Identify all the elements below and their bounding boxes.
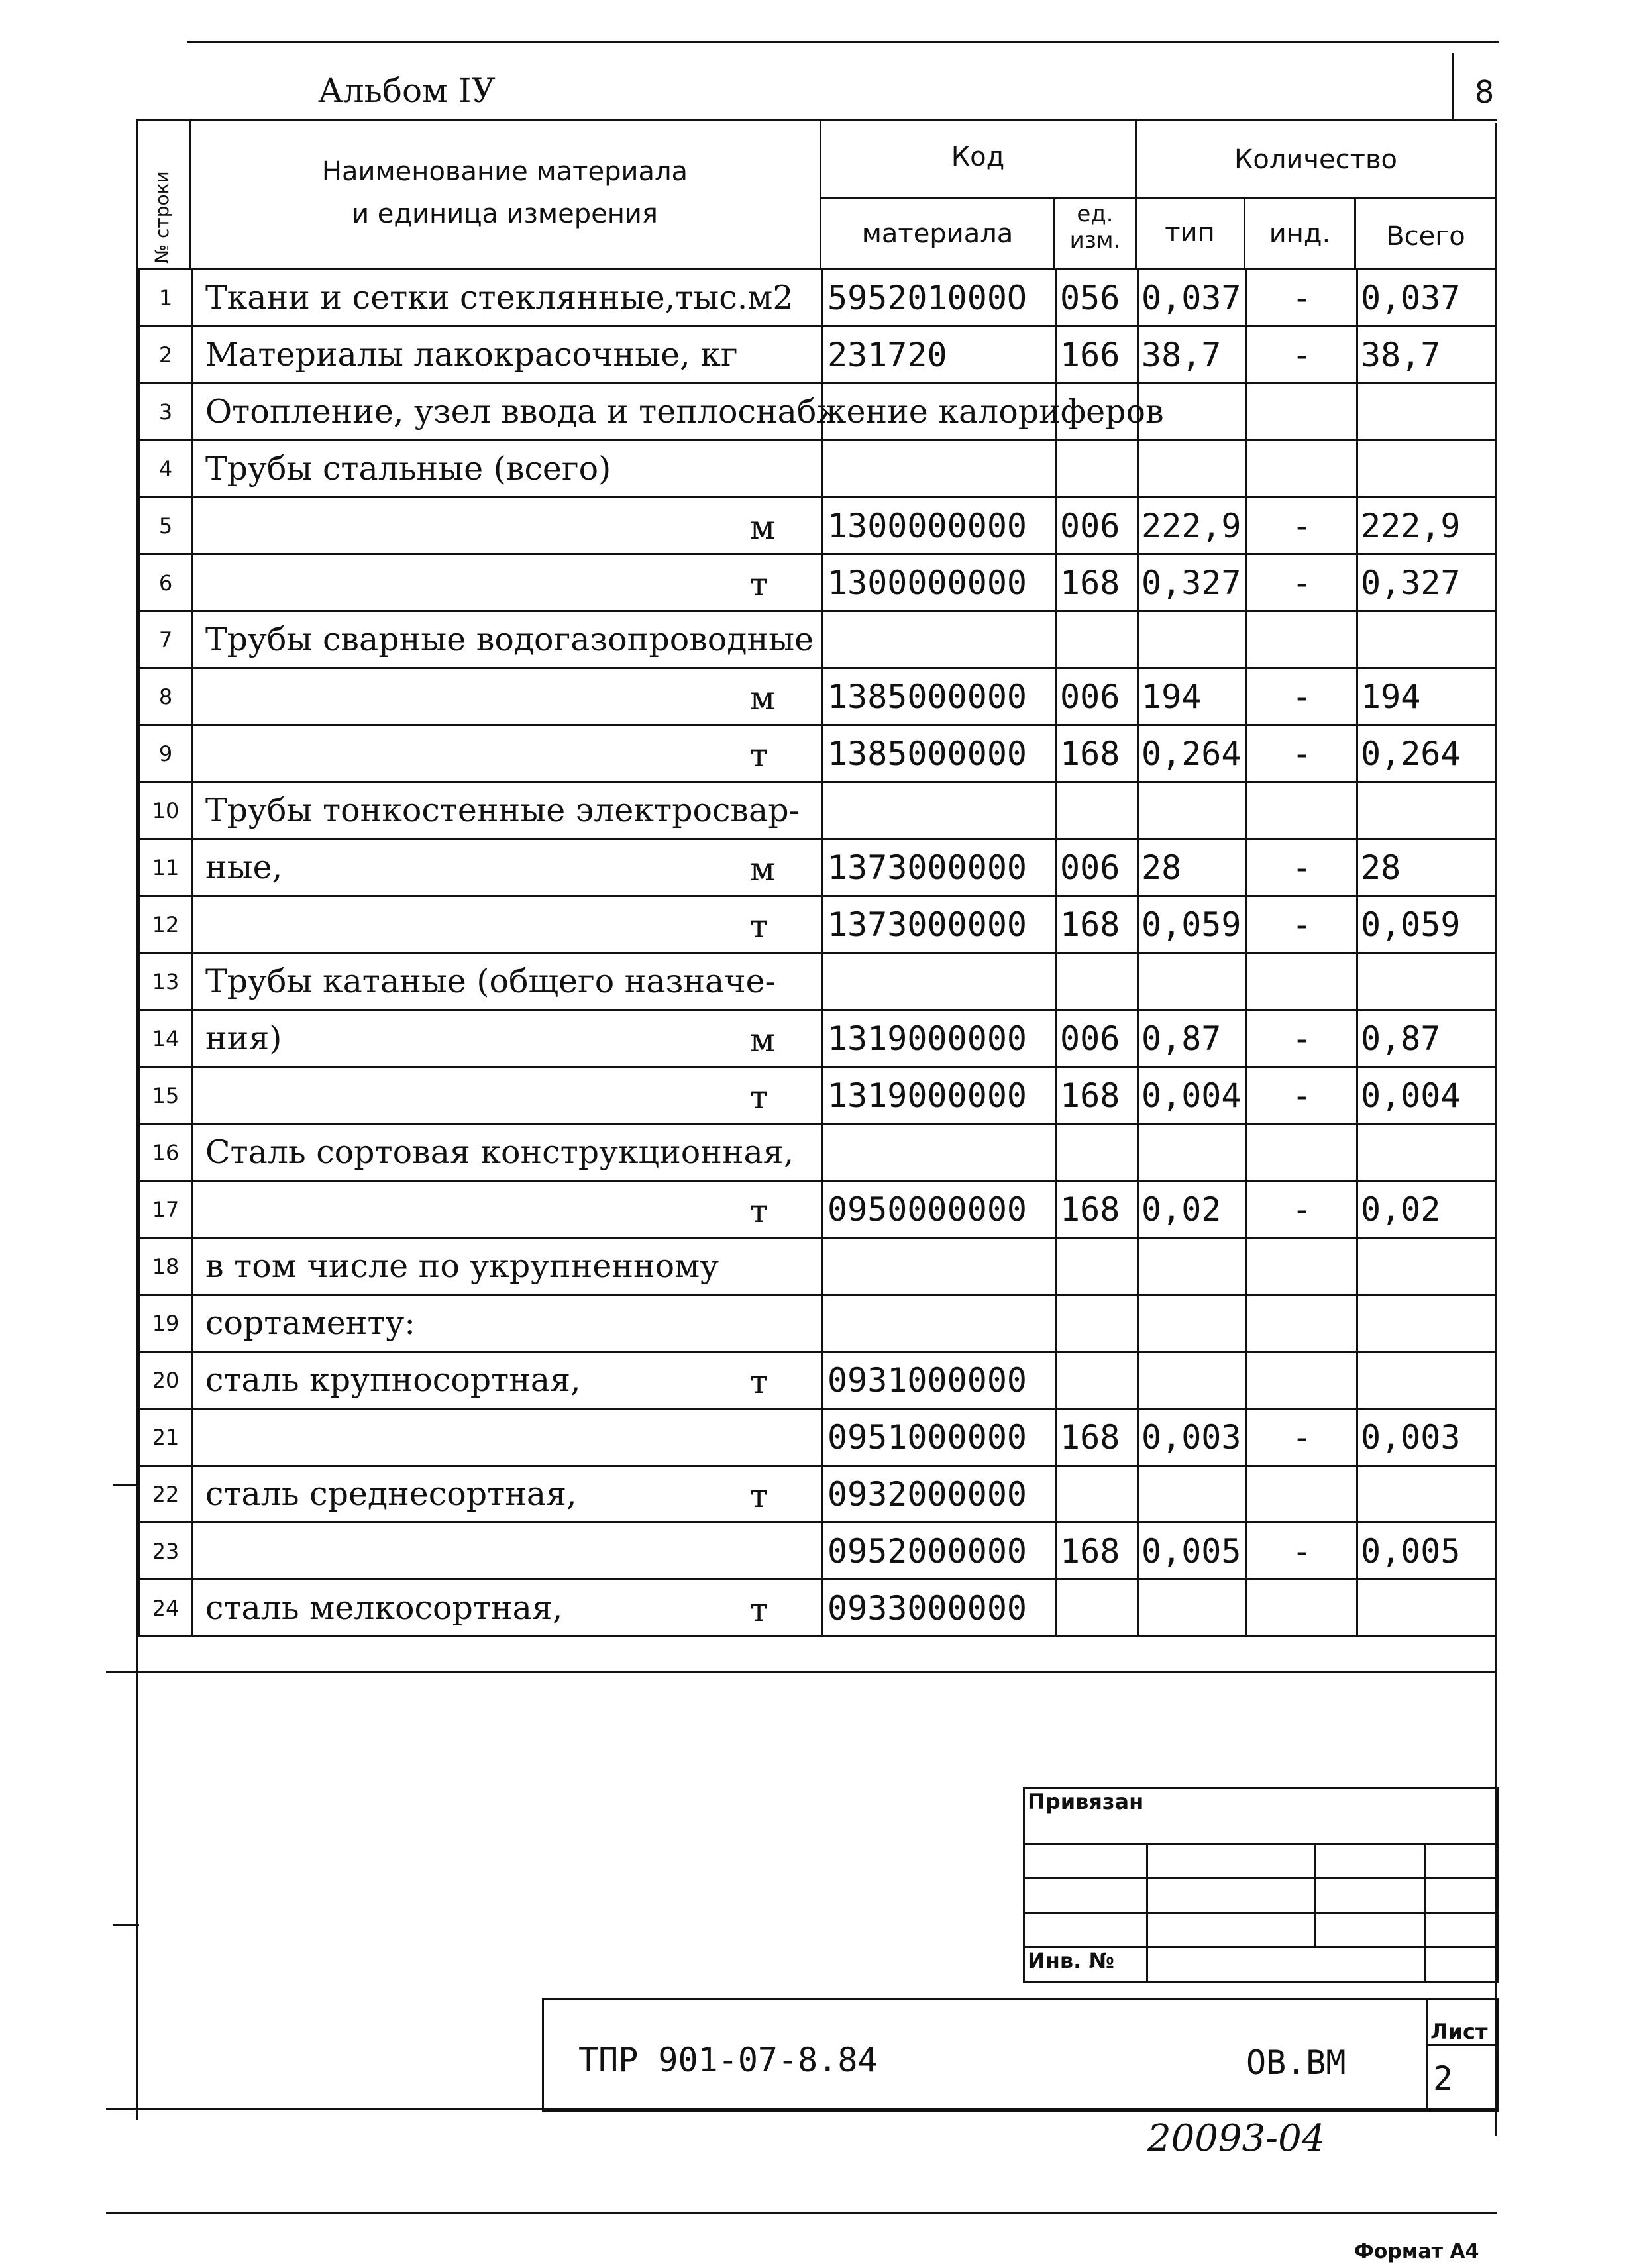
- material-code: [823, 1238, 1057, 1295]
- sheet-label: Лист: [1430, 2019, 1488, 2044]
- tip-header: тип: [1165, 217, 1215, 248]
- row-number: 17: [139, 1181, 193, 1238]
- material-name-text: ные,: [205, 849, 283, 886]
- material-code: 1319000000: [823, 1010, 1057, 1067]
- table-row: [139, 1238, 1496, 1295]
- attached-label: Привязан: [1028, 1789, 1144, 1814]
- qty-ind: -: [1247, 270, 1357, 327]
- material-name: [193, 1238, 823, 1295]
- material-name: [193, 440, 823, 497]
- qty-total: 38,7: [1357, 327, 1496, 384]
- qty-ind: [1247, 782, 1357, 839]
- qty-tip: [1138, 782, 1247, 839]
- table-row: [139, 611, 1496, 668]
- material-code: 595201000О: [823, 270, 1057, 327]
- table-row: [139, 440, 1496, 497]
- unit-code: 056: [1057, 270, 1138, 327]
- qty-tip: 194: [1138, 668, 1247, 725]
- qty-total: [1357, 1238, 1496, 1295]
- material-code: 0933000000: [823, 1580, 1057, 1637]
- qty-tip: [1138, 1466, 1247, 1523]
- row-number: 9: [139, 725, 193, 782]
- table-row: [139, 782, 1496, 839]
- qty-tip: [1138, 1295, 1247, 1352]
- qty-tip: [1138, 1352, 1247, 1409]
- material-name: [193, 668, 823, 725]
- qty-tip: 0,037: [1138, 270, 1247, 327]
- table-row: [139, 1523, 1496, 1580]
- unit-code: [1057, 611, 1138, 668]
- row-number: 4: [139, 440, 193, 497]
- unit-code: 168: [1057, 896, 1138, 953]
- qty-total: [1357, 953, 1496, 1010]
- material-code: 1373000000: [823, 896, 1057, 953]
- row-number: 18: [139, 1238, 193, 1295]
- qty-tip: [1138, 440, 1247, 497]
- qty-total: [1357, 1352, 1496, 1409]
- table-row: [139, 1580, 1496, 1637]
- name-column-header-line2: и единица измерения: [352, 199, 658, 229]
- qty-tip: 0,005: [1138, 1523, 1247, 1580]
- material-name: [193, 611, 823, 668]
- unit-code: [1057, 1238, 1138, 1295]
- table-row: [139, 668, 1496, 725]
- row-number: 16: [139, 1124, 193, 1181]
- qty-total: [1357, 1124, 1496, 1181]
- unit-code: [1057, 1580, 1138, 1637]
- total-header: Всего: [1386, 221, 1465, 252]
- page-number: 8: [1475, 74, 1495, 110]
- unit-of-measure: м: [750, 509, 776, 546]
- qty-tip: [1138, 1124, 1247, 1181]
- material-code: 1300000000: [823, 497, 1057, 554]
- unit-code: [1057, 440, 1138, 497]
- unit-code: 168: [1057, 1523, 1138, 1580]
- table-row: [139, 1010, 1496, 1067]
- row-number: 7: [139, 611, 193, 668]
- material-name-text: сталь крупносортная,: [205, 1361, 581, 1399]
- row-number: 6: [139, 554, 193, 611]
- material-name: [193, 725, 823, 782]
- qty-ind: [1247, 1352, 1357, 1409]
- sheet-number: 2: [1433, 2059, 1454, 2098]
- qty-ind: [1247, 611, 1357, 668]
- qty-total: 0,02: [1357, 1181, 1496, 1238]
- table-row: [139, 327, 1496, 384]
- unit-code: 006: [1057, 1010, 1138, 1067]
- material-code: 0950000000: [823, 1181, 1057, 1238]
- row-number: 24: [139, 1580, 193, 1637]
- qty-total: 0,003: [1357, 1409, 1496, 1466]
- table-row: [139, 497, 1496, 554]
- unit-of-measure: т: [750, 566, 768, 603]
- material-code: [823, 1295, 1057, 1352]
- unit-of-measure: м: [750, 1021, 776, 1059]
- qty-tip: 0,264: [1138, 725, 1247, 782]
- material-name: [193, 782, 823, 839]
- table-row: [139, 1466, 1496, 1523]
- material-name: [193, 1295, 823, 1352]
- material-name-text: Сталь сортовая конструкционная,: [205, 1133, 794, 1171]
- qty-ind: -: [1247, 1523, 1357, 1580]
- qty-total: [1357, 440, 1496, 497]
- row-number: 8: [139, 668, 193, 725]
- row-number: 11: [139, 839, 193, 896]
- row-number: 20: [139, 1352, 193, 1409]
- qty-tip: [1138, 1580, 1247, 1637]
- table-row: [139, 384, 1496, 440]
- qty-total: 0,037: [1357, 270, 1496, 327]
- qty-total: 0,004: [1357, 1067, 1496, 1124]
- table-row: [139, 1409, 1496, 1466]
- qty-total: 0,059: [1357, 896, 1496, 953]
- table-row: [139, 1067, 1496, 1124]
- qty-total: 222,9: [1357, 497, 1496, 554]
- material-code: 1385000000: [823, 725, 1057, 782]
- unit-code: [1057, 782, 1138, 839]
- qty-total: 0,327: [1357, 554, 1496, 611]
- table-row: [139, 270, 1496, 327]
- row-number: 10: [139, 782, 193, 839]
- material-name-text: Отопление, узел ввода и теплоснабжение калориферов: [205, 393, 1164, 431]
- unit-of-measure: м: [750, 850, 776, 888]
- album-title: Альбом IУ: [318, 72, 496, 110]
- table-row: [139, 554, 1496, 611]
- qty-ind: [1247, 1238, 1357, 1295]
- table-row: [139, 1295, 1496, 1352]
- material-name: [193, 1352, 823, 1409]
- qty-tip: 222,9: [1138, 497, 1247, 554]
- material-name-text: Материалы лакокрасочные, кг: [205, 336, 738, 374]
- material-name: [193, 1409, 823, 1466]
- unit-code: [1057, 953, 1138, 1010]
- material-name: [193, 1580, 823, 1637]
- section-code: ОВ.ВМ: [1246, 2043, 1346, 2082]
- material-name-text: Трубы тонкостенные электросвар-: [205, 792, 800, 829]
- row-number: 22: [139, 1466, 193, 1523]
- row-number-header: № строки: [151, 171, 173, 264]
- material-code: [823, 611, 1057, 668]
- unit-code: 006: [1057, 668, 1138, 725]
- material-name: [193, 1466, 823, 1523]
- qty-tip: [1138, 953, 1247, 1010]
- qty-total: 28: [1357, 839, 1496, 896]
- material-code-header: материала: [861, 219, 1014, 249]
- material-name-text: ния): [205, 1019, 282, 1057]
- qty-ind: [1247, 953, 1357, 1010]
- qty-tip: 0,059: [1138, 896, 1247, 953]
- unit-code: [1057, 1124, 1138, 1181]
- unit-code: 168: [1057, 1409, 1138, 1466]
- material-code: [823, 440, 1057, 497]
- material-name: [193, 327, 823, 384]
- qty-ind: [1247, 440, 1357, 497]
- qty-total: [1357, 782, 1496, 839]
- qty-total: [1357, 1295, 1496, 1352]
- material-code: [823, 953, 1057, 1010]
- material-name: [193, 896, 823, 953]
- material-name-text: сталь среднесортная,: [205, 1475, 577, 1513]
- material-name-text: Ткани и сетки стеклянные,тыс.м2: [205, 279, 794, 317]
- material-code: 1385000000: [823, 668, 1057, 725]
- unit-of-measure: т: [750, 1363, 768, 1401]
- qty-tip: 0,02: [1138, 1181, 1247, 1238]
- qty-ind: [1247, 1124, 1357, 1181]
- qty-ind: -: [1247, 497, 1357, 554]
- row-number: 13: [139, 953, 193, 1010]
- qty-ind: -: [1247, 839, 1357, 896]
- material-code: 0931000000: [823, 1352, 1057, 1409]
- qty-tip: 0,004: [1138, 1067, 1247, 1124]
- material-name-text: сталь мелкосортная,: [205, 1589, 563, 1627]
- row-number: 14: [139, 1010, 193, 1067]
- quantity-column-group: Количество: [1234, 144, 1397, 175]
- unit-code: [1057, 1295, 1138, 1352]
- qty-tip: [1138, 1238, 1247, 1295]
- unit-code: 168: [1057, 554, 1138, 611]
- handwritten-number: 20093-04: [1147, 2117, 1326, 2160]
- material-name: [193, 497, 823, 554]
- row-number: 1: [139, 270, 193, 327]
- material-code: 1373000000: [823, 839, 1057, 896]
- row-number: 19: [139, 1295, 193, 1352]
- qty-ind: [1247, 1466, 1357, 1523]
- material-code: [823, 1124, 1057, 1181]
- unit-of-measure: т: [750, 1192, 768, 1230]
- qty-total: [1357, 611, 1496, 668]
- row-number: 23: [139, 1523, 193, 1580]
- material-name: [193, 270, 823, 327]
- qty-total: [1357, 384, 1496, 440]
- material-name: [193, 554, 823, 611]
- qty-total: [1357, 1580, 1496, 1637]
- qty-tip: 38,7: [1138, 327, 1247, 384]
- material-name: [193, 384, 1164, 440]
- unit-of-measure: м: [750, 680, 776, 717]
- material-name: [193, 839, 823, 896]
- qty-tip: 0,003: [1138, 1409, 1247, 1466]
- ind-header: инд.: [1269, 219, 1331, 249]
- material-name-text: Трубы сварные водогазопроводные: [205, 621, 814, 658]
- material-name-text: сортаменту:: [205, 1304, 415, 1342]
- unit-code: [1057, 1352, 1138, 1409]
- unit-of-measure: т: [750, 1078, 768, 1116]
- qty-ind: -: [1247, 1181, 1357, 1238]
- table-row: [139, 725, 1496, 782]
- unit-code: 166: [1057, 327, 1138, 384]
- materials-table: [138, 268, 1497, 1637]
- qty-total: [1357, 1466, 1496, 1523]
- material-code: 0932000000: [823, 1466, 1057, 1523]
- qty-total: 194: [1357, 668, 1496, 725]
- code-column-group: Код: [951, 142, 1005, 172]
- material-name-text: Трубы стальные (всего): [205, 450, 611, 488]
- row-number: 5: [139, 497, 193, 554]
- unit-code: [1057, 1466, 1138, 1523]
- row-number: 12: [139, 896, 193, 953]
- qty-total: 0,005: [1357, 1523, 1496, 1580]
- row-number: 3: [139, 384, 193, 440]
- material-code: [823, 782, 1057, 839]
- qty-ind: -: [1247, 1067, 1357, 1124]
- table-row: [139, 839, 1496, 896]
- material-code: 0951000000: [823, 1409, 1057, 1466]
- unit-code: 006: [1057, 839, 1138, 896]
- qty-total: 0,87: [1357, 1010, 1496, 1067]
- name-column-header-line1: Наименование материала: [321, 156, 688, 187]
- table-row: [139, 1181, 1496, 1238]
- material-name: [193, 1124, 823, 1181]
- unit-header-line1: ед.: [1077, 201, 1114, 227]
- qty-tip: 28: [1138, 839, 1247, 896]
- qty-ind: -: [1247, 327, 1357, 384]
- qty-ind: -: [1247, 668, 1357, 725]
- unit-of-measure: т: [750, 1591, 768, 1629]
- unit-code: 168: [1057, 1181, 1138, 1238]
- material-name-text: в том числе по укрупненному: [205, 1247, 719, 1285]
- table-row: [139, 1124, 1496, 1181]
- unit-code: 168: [1057, 1067, 1138, 1124]
- attachment-stamp: [1023, 1787, 1499, 1983]
- material-code: 0952000000: [823, 1523, 1057, 1580]
- qty-tip: 0,87: [1138, 1010, 1247, 1067]
- qty-ind: -: [1247, 896, 1357, 953]
- qty-ind: -: [1247, 725, 1357, 782]
- material-code: 1319000000: [823, 1067, 1057, 1124]
- row-number: 21: [139, 1409, 193, 1466]
- unit-header-line2: изм.: [1069, 227, 1121, 254]
- table-row: [139, 953, 1496, 1010]
- qty-ind: [1247, 1580, 1357, 1637]
- material-name: [193, 1067, 823, 1124]
- qty-ind: [1247, 1295, 1357, 1352]
- title-block: [542, 1998, 1499, 2112]
- unit-of-measure: т: [750, 907, 768, 945]
- unit-code: 006: [1057, 497, 1138, 554]
- material-name-text: Трубы катаные (общего назначе-: [205, 962, 776, 1000]
- inventory-number-label: Инв. №: [1028, 1948, 1114, 1973]
- format-label: Формат А4: [1354, 2240, 1479, 2263]
- qty-tip: [1138, 611, 1247, 668]
- document-code: ТПР 901-07-8.84: [578, 2041, 878, 2079]
- qty-ind: [1247, 384, 1357, 440]
- qty-tip: 0,327: [1138, 554, 1247, 611]
- qty-total: 0,264: [1357, 725, 1496, 782]
- qty-ind: -: [1247, 1010, 1357, 1067]
- material-name: [193, 1523, 823, 1580]
- material-name: [193, 1010, 823, 1067]
- material-name: [193, 1181, 823, 1238]
- unit-of-measure: т: [750, 737, 768, 774]
- row-number: 2: [139, 327, 193, 384]
- qty-ind: -: [1247, 554, 1357, 611]
- unit-of-measure: т: [750, 1477, 768, 1515]
- qty-ind: -: [1247, 1409, 1357, 1466]
- material-code: 1300000000: [823, 554, 1057, 611]
- unit-code: 168: [1057, 725, 1138, 782]
- material-name: [193, 953, 823, 1010]
- table-row: [139, 896, 1496, 953]
- row-number: 15: [139, 1067, 193, 1124]
- material-code: 231720: [823, 327, 1057, 384]
- table-row: [139, 1352, 1496, 1409]
